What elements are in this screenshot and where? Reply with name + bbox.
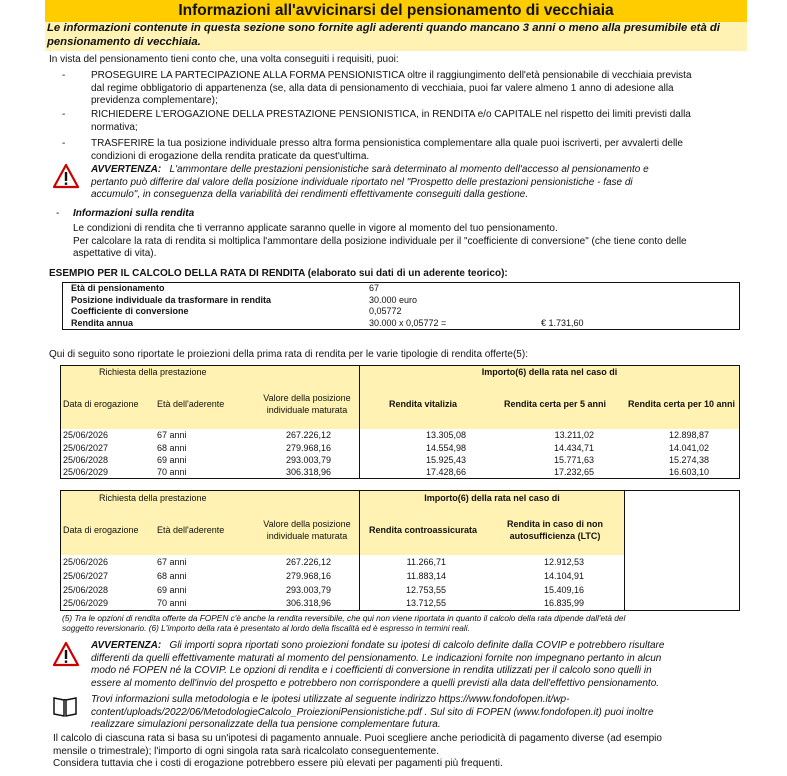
col-header: Rendita in caso di non autosufficienza (LTC)	[486, 505, 625, 555]
table-row: 25/06/2027 68 anni 279.968,16 14.554,98 14.434,71 14.041,02	[63, 442, 709, 453]
table-row: 25/06/2029 70 anni 306.318,96 17.428,66 17.232,65 16.603,10	[63, 466, 709, 477]
col-header: Valore della posizione individuale maturata	[255, 505, 360, 555]
projection-table-2	[60, 490, 740, 611]
group-header-left: Richiesta della prestazione	[61, 366, 360, 379]
projections-intro: Qui di seguito sono riportate le proiezioni della prima rata di rendita per le varie tipologie di rendita offerte(5):	[49, 349, 528, 360]
example-heading: ESEMPIO PER IL CALCOLO DELLA RATA DI RENDITA (elaborato sui dati di un aderente teorico):	[49, 268, 508, 279]
table-row: Posizione individuale da trasformare in rendita 30.000 euro	[71, 294, 418, 305]
col-header: Data di erogazione	[63, 398, 139, 409]
table-row: 25/06/2026 67 anni 267.226,12 13.305,08 13.211,02 12.898,87	[63, 430, 709, 440]
table-row: 25/06/2028 69 anni 293.003,79 12.753,55 15.409,16	[61, 583, 740, 597]
option-proseguire: PROSEGUIRE LA PARTECIPAZIONE ALLA FORMA PENSIONISTICA oltre il raggiungimento dell'età pensionabile di vecchiaia prevista dal regime obbligatorio di appartenenza (se, alla data di pensionamento di vecchiaia, puoi far valere almeno 1 anno di adesione alla previdenza complementare);	[91, 70, 692, 106]
section-subtitle: Le informazioni contenute in questa sezione sono fornite agli aderenti quando mancano 3 anni o meno alla presumibile età di pensionamento di vecchiaia.	[45, 22, 747, 51]
option-trasferire: TRASFERIRE la tua posizione individuale presso altra forma pensionistica complementare alla quale puoi iscriverti, per avvalerti delle condizioni di erogazione della rendita praticate da quest'ultima.	[91, 138, 683, 162]
intro-text: In vista del pensionamento tieni conto che, una volta conseguiti i requisiti, puoi:	[49, 54, 399, 65]
rendita-heading: Informazioni sulla rendita	[73, 208, 195, 219]
col-header: Rendita controassicurata	[368, 524, 478, 535]
projection-table-1	[60, 365, 740, 479]
col-header: Data di erogazione	[63, 524, 139, 535]
rendita-text: Le condizioni di rendita che ti verranno applicate saranno quelle in vigore al momento del tuo pensionamento. Per calcolare la rata di rendita si moltiplica l'ammontare della posizione individuale per il "coefficiente di conversione" (che tiene conto delle aspettative di vita).	[73, 223, 687, 259]
table-row: Età di pensionamento 67	[71, 283, 380, 293]
table-row: Rendita annua 30.000 x 0,05772 = € 1.731,60	[71, 317, 584, 328]
option-bullet: -	[62, 109, 66, 120]
table-row: 25/06/2029 70 anni 306.318,96 13.712,55 16.835,99	[61, 597, 740, 611]
col-header: Età dell'aderente	[157, 524, 225, 535]
rendita-bullet: -	[56, 208, 60, 219]
group-header-right: Importo(6) della rata nel caso di	[360, 491, 625, 505]
table-row: 25/06/2027 68 anni 279.968,16 11.883,14 14.104,91	[61, 569, 740, 583]
footnote: (5) Tra le opzioni di rendita offerte da FOPEN c'è anche la rendita reversibile, che qui non viene riportata in quanto il calcolo della rata dipende dall'età del soggetto reversionario. (6) L'importo della rata è presentato al lordo della fiscalità ed è espresso in termini reali.	[62, 613, 626, 633]
book-icon	[52, 694, 78, 718]
info-note: Trovi informazioni sulla metodologia e le ipotesi utilizzate al seguente indirizzo https://www.fondofopen.it/wp- content/uploads/2022/06/MetodologieCalcolo_ProiezioniPensionistiche.pdf . Sul sito di FOPEN (www.fondofopen.it) puoi inoltre realizzare simulazioni personalizzate della tua pensione complementare futura.	[91, 694, 654, 730]
option-richiedere: RICHIEDERE L'EROGAZIONE DELLA PRESTAZIONE PENSIONISTICA, in RENDITA e/o CAPITALE nel rispetto dei limiti previsti dalla normativa;	[91, 109, 691, 133]
option-bullet: -	[62, 70, 66, 81]
col-header: Rendita certa per 5 anni	[503, 398, 607, 409]
example-table	[62, 282, 740, 330]
col-header: Età dell'aderente	[157, 398, 225, 409]
table-row: 25/06/2026 67 anni 267.226,12 11.266,71 12.912,53	[61, 555, 740, 569]
warning-1-label: AVVERTENZA:	[91, 164, 162, 175]
col-header: Rendita vitalizia	[388, 398, 458, 409]
page-title: Informazioni all'avvicinarsi del pensionamento di vecchiaia	[45, 0, 747, 22]
warning-triangle-icon	[52, 163, 80, 189]
warning-2-text: AVVERTENZA: Gli importi sopra riportati sono proiezioni fondate su ipotesi di calcolo definite dalla COVIP e potrebbero risultare differenti da quelli effettivamente maturati al momento del pensionamento. Le indicazioni fornite non impegnano pertanto in alcun modo né FOPEN né la COVIP. Le opzioni di rendita e i coefficienti di conversione in rendita utilizzati per il calcolo sono quelli in essere al momento dell'invio del prospetto e potrebbero non corrispondere a quelli previsti alla data dell'effettivo pensionamento.	[91, 640, 665, 689]
col-header: Valore della posizione individuale maturata	[255, 379, 360, 429]
table-row: Coefficiente di conversione 0,05772	[71, 306, 402, 316]
table-row: 25/06/2028 69 anni 293.003,79 15.925,43 15.771,63 15.274,38	[63, 454, 709, 465]
group-header-right: Importo(6) della rata nel caso di	[481, 367, 618, 378]
col-header: Rendita certa per 10 anni	[627, 398, 736, 409]
option-bullet: -	[62, 138, 66, 149]
warning-triangle-icon	[52, 641, 80, 667]
group-header-left: Richiesta della prestazione	[61, 491, 360, 505]
closing-text: Il calcolo di ciascuna rata si basa su un'ipotesi di pagamento annuale. Puoi scegliere anche periodicità di pagamento diverse (ad esempio mensile o trimestrale); l'importo di ogni singola rata sarà ricalcolato conseguentemente. Considera tuttavia che i costi di erogazione potrebbero essere più elevati per pagamenti più frequenti.	[53, 733, 662, 769]
warning-2-label: AVVERTENZA:	[91, 640, 162, 651]
warning-1-text: AVVERTENZA: L'ammontare delle prestazioni pensionistiche sarà determinato al momento dell'accesso al pensionamento e pertanto può differire dal valore della posizione individuale riportato nel "Prospetto delle prestazioni pensionistiche - fase di accumulo", in conseguenza della variabilità dei rendimenti effettivamente conseguiti dalla gestione.	[91, 164, 649, 200]
